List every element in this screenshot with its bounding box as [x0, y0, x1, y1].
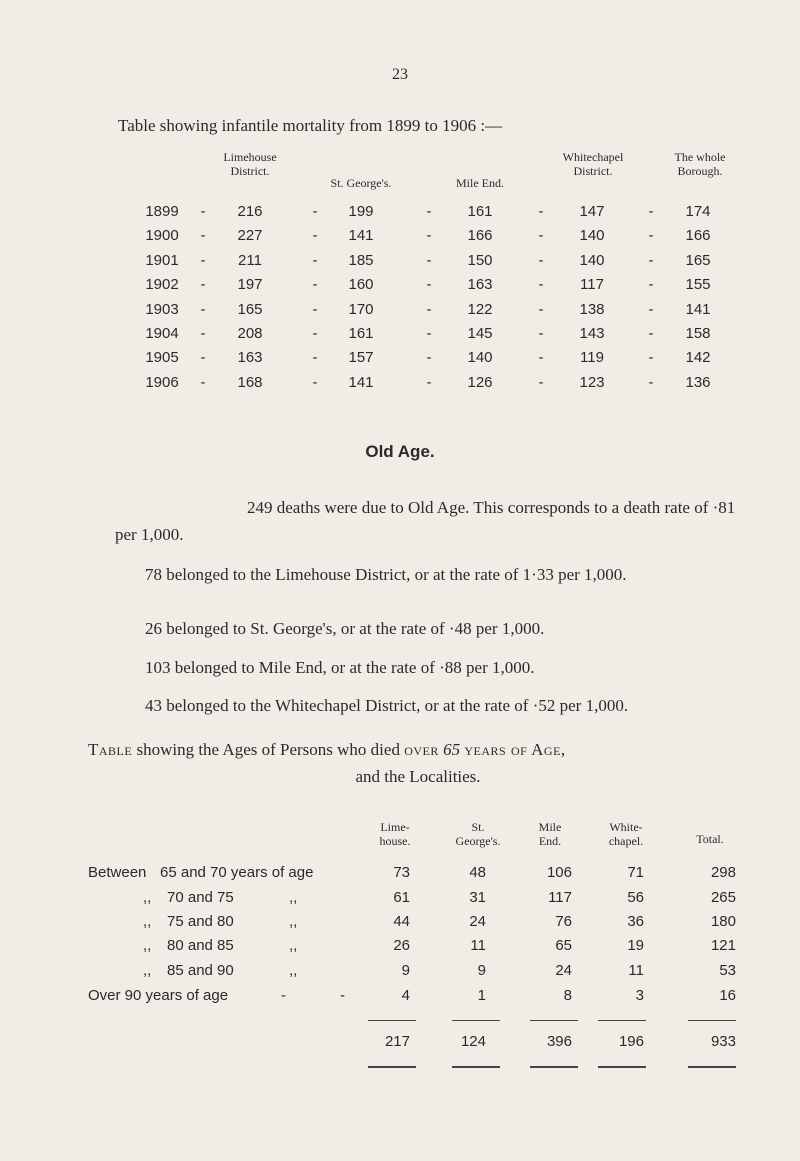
- value-cell: 155: [685, 276, 711, 294]
- header-limehouse: [200, 150, 300, 179]
- value-cell: 24: [555, 962, 572, 979]
- value-cell: 211: [238, 251, 262, 269]
- value-cell: 265: [710, 889, 736, 906]
- leader-dash: -: [200, 300, 206, 318]
- sum-rule: [688, 1020, 736, 1021]
- leader-dash: -: [648, 276, 654, 294]
- table-row: [0, 987, 800, 1009]
- header-line: Mile: [538, 820, 562, 834]
- value-cell: 298: [710, 864, 736, 881]
- header-line: George's.: [455, 834, 501, 849]
- value-cell: 8: [563, 987, 572, 1004]
- value-cell: 65: [555, 937, 572, 954]
- header-line: house.: [379, 834, 411, 849]
- totals-row: [0, 1033, 800, 1055]
- age-range: 70 and 75: [167, 889, 234, 906]
- value-cell: 216: [237, 203, 263, 220]
- value-cell: 199: [348, 203, 374, 220]
- header-line: Borough.: [677, 164, 723, 179]
- leader-dash: -: [538, 349, 544, 367]
- table-row: [0, 937, 800, 959]
- value-cell: 150: [467, 251, 493, 269]
- value-cell: 16: [719, 987, 736, 1004]
- table-row: [0, 276, 800, 298]
- title-age: Age,: [527, 740, 566, 759]
- leader-dash: -: [426, 349, 432, 367]
- value-cell: 3: [635, 987, 644, 1004]
- value-cell: 166: [685, 227, 711, 245]
- value-cell: 185: [348, 251, 374, 269]
- value-cell: 61: [393, 889, 410, 906]
- sum-rule: [530, 1020, 578, 1021]
- sum-rule: [368, 1020, 416, 1021]
- value-cell: 227: [237, 227, 263, 245]
- total-rule: [688, 1066, 736, 1068]
- old-age-heading: Old Age.: [365, 442, 435, 461]
- value-cell: 140: [579, 251, 605, 269]
- leader-dash: -: [648, 300, 654, 318]
- year-cell: 1899: [145, 203, 179, 220]
- header-mile-end: [430, 176, 530, 190]
- value-cell: 197: [237, 276, 263, 294]
- leader-dash: -: [538, 203, 544, 220]
- value-cell: 119: [580, 349, 604, 367]
- leader-dash: -: [312, 227, 318, 245]
- age-range: 65 and 70 years of age: [160, 864, 314, 881]
- value-cell: 161: [348, 325, 374, 342]
- age-range: 80 and 85: [167, 937, 234, 954]
- table-row: [0, 962, 800, 984]
- value-cell: 123: [579, 373, 605, 391]
- header-line: St. George's.: [330, 176, 392, 190]
- age-suffix: ,,: [289, 962, 298, 979]
- value-cell: 117: [580, 276, 604, 294]
- value-cell: 158: [685, 325, 711, 342]
- leader-dash: -: [538, 373, 544, 391]
- value-cell: 168: [237, 373, 263, 391]
- table-row: [0, 301, 800, 323]
- value-cell: 163: [237, 349, 263, 367]
- leader-dash: -: [200, 373, 206, 391]
- ages-table-title: [88, 736, 748, 790]
- age-suffix: -: [340, 987, 345, 1004]
- total-rule: [598, 1066, 646, 1068]
- total-cell: 217: [384, 1033, 410, 1050]
- leader-dash: -: [312, 300, 318, 318]
- value-cell: 36: [627, 913, 644, 930]
- header-st-georges: [438, 820, 518, 849]
- age-suffix: ,,: [289, 889, 298, 906]
- value-cell: 142: [685, 349, 711, 367]
- sum-rule: [598, 1020, 646, 1021]
- value-cell: 136: [685, 373, 711, 391]
- header-whitechapel: [588, 820, 664, 849]
- value-cell: 56: [627, 889, 644, 906]
- header-line: Total.: [696, 832, 724, 846]
- header-st-georges: [306, 176, 416, 190]
- leader-dash: -: [312, 349, 318, 367]
- leader-dash: -: [312, 325, 318, 342]
- value-cell: 4: [401, 987, 410, 1004]
- leader-dash: -: [426, 325, 432, 342]
- ages-table-title-line1: [88, 736, 748, 763]
- age-suffix: ,,: [289, 937, 298, 954]
- leader-dash: -: [200, 349, 206, 367]
- value-cell: 117: [548, 889, 572, 906]
- leader-dash: -: [312, 251, 318, 269]
- header-line: The whole: [674, 150, 726, 164]
- leader-dash: -: [200, 251, 206, 269]
- value-cell: 121: [710, 937, 736, 954]
- year-cell: 1901: [145, 251, 179, 269]
- age-prefix: ,,: [143, 889, 152, 906]
- title-age-num: 65: [438, 740, 465, 759]
- header-line: Mile End.: [456, 176, 504, 190]
- value-cell: 126: [467, 373, 493, 391]
- value-cell: 180: [710, 913, 736, 930]
- leader-dash: -: [200, 203, 206, 220]
- value-cell: 73: [393, 864, 410, 881]
- value-cell: 9: [401, 962, 410, 979]
- value-cell: 165: [685, 251, 711, 269]
- total-rule: [452, 1066, 500, 1068]
- value-cell: 48: [469, 864, 486, 881]
- leader-dash: -: [200, 227, 206, 245]
- table-row: [0, 889, 800, 911]
- header-whitechapel: [538, 150, 648, 179]
- value-cell: 160: [348, 276, 374, 294]
- value-cell: 174: [685, 203, 711, 220]
- age-prefix: ,,: [143, 962, 152, 979]
- old-age-item-mile-end: 103 belonged to Mile End, or at the rate of ·88 per 1,000.: [145, 658, 535, 677]
- value-cell: 106: [546, 864, 572, 881]
- title-table-word: Table: [88, 740, 133, 759]
- value-cell: 53: [719, 962, 736, 979]
- sum-rule: [452, 1020, 500, 1021]
- age-prefix: Between: [88, 864, 147, 881]
- age-range: 85 and 90: [167, 962, 234, 979]
- title-years-of: years of: [464, 740, 528, 759]
- value-cell: 122: [467, 300, 493, 318]
- leader-dash: -: [648, 325, 654, 342]
- value-cell: 208: [237, 325, 263, 342]
- total-rule: [530, 1066, 578, 1068]
- table-row: [0, 374, 800, 396]
- year-cell: 1903: [145, 300, 179, 318]
- leader-dash: -: [426, 373, 432, 391]
- value-cell: 19: [627, 937, 644, 954]
- header-line: District.: [230, 164, 270, 179]
- table-row: [0, 349, 800, 371]
- leader-dash: -: [538, 300, 544, 318]
- old-age-summary-text: 249 deaths were due to Old Age. This corresponds to a death rate of ·81 per 1,000.: [115, 498, 736, 544]
- old-age-item-whitechapel: 43 belonged to the Whitechapel District, or at the rate of ·52 per 1,000.: [145, 696, 629, 715]
- header-line: chapel.: [608, 834, 644, 849]
- leader-dash: -: [538, 276, 544, 294]
- table-row: [0, 864, 800, 886]
- leader-dash: -: [312, 373, 318, 391]
- page-number: 23: [392, 66, 408, 83]
- value-cell: 138: [579, 300, 605, 318]
- year-cell: 1904: [145, 325, 179, 342]
- total-cell: 196: [618, 1033, 644, 1050]
- year-cell: 1906: [145, 373, 179, 391]
- year-cell: 1902: [145, 276, 179, 294]
- value-cell: 31: [469, 889, 486, 906]
- value-cell: 76: [555, 913, 572, 930]
- value-cell: 26: [393, 937, 410, 954]
- leader-dash: -: [538, 251, 544, 269]
- header-line: Whitechapel: [562, 150, 624, 164]
- value-cell: 11: [628, 962, 644, 979]
- leader-dash: -: [538, 227, 544, 245]
- value-cell: 141: [348, 227, 374, 245]
- leader-dash: -: [312, 203, 318, 220]
- age-range: 75 and 80: [167, 913, 234, 930]
- year-cell: 1900: [145, 227, 179, 245]
- header-mile-end: [520, 820, 580, 849]
- leader-dash: -: [312, 276, 318, 294]
- header-total: [680, 832, 740, 846]
- header-limehouse: [360, 820, 430, 849]
- value-cell: 163: [467, 276, 493, 294]
- total-cell: 396: [546, 1033, 572, 1050]
- total-cell: 124: [460, 1033, 486, 1050]
- value-cell: 141: [685, 300, 711, 318]
- old-age-item-st-georges: 26 belonged to St. George's, or at the rate of ·48 per 1,000.: [145, 619, 545, 638]
- age-suffix: ,,: [289, 913, 298, 930]
- year-cell: 1905: [145, 349, 179, 367]
- age-prefix: ,,: [143, 937, 152, 954]
- age-prefix: Over 90 years of age: [88, 987, 229, 1004]
- total-cell: 933: [710, 1033, 736, 1050]
- value-cell: 147: [579, 203, 605, 220]
- value-cell: 141: [348, 373, 374, 391]
- value-cell: 170: [348, 300, 374, 318]
- leader-dash: -: [648, 227, 654, 245]
- age-range: -: [281, 987, 286, 1004]
- total-rule: [368, 1066, 416, 1068]
- old-age-item-limehouse: 78 belonged to the Limehouse District, or at the rate of 1·33 per 1,000.: [145, 565, 627, 584]
- table-row: [0, 913, 800, 935]
- value-cell: 9: [477, 962, 486, 979]
- ages-table-title-line2: and the Localities.: [355, 767, 481, 786]
- leader-dash: -: [426, 203, 432, 220]
- leader-dash: -: [648, 251, 654, 269]
- value-cell: 140: [579, 227, 605, 245]
- value-cell: 71: [627, 864, 644, 881]
- age-prefix: ,,: [143, 913, 152, 930]
- value-cell: 11: [470, 937, 486, 954]
- value-cell: 24: [469, 913, 486, 930]
- header-line: District.: [573, 164, 613, 179]
- leader-dash: -: [648, 373, 654, 391]
- header-line: Lime-: [380, 820, 410, 834]
- header-line: End.: [538, 834, 562, 849]
- value-cell: 1: [477, 987, 486, 1004]
- title-mid: showing the Ages of Persons who died: [132, 740, 405, 759]
- table-row: [0, 325, 800, 347]
- title-over: over: [404, 740, 439, 759]
- leader-dash: -: [648, 349, 654, 367]
- leader-dash: -: [426, 276, 432, 294]
- leader-dash: -: [200, 276, 206, 294]
- leader-dash: -: [426, 227, 432, 245]
- value-cell: 140: [467, 349, 493, 367]
- leader-dash: -: [426, 251, 432, 269]
- leader-dash: -: [426, 300, 432, 318]
- table-row: [0, 252, 800, 274]
- header-line: White-: [609, 820, 643, 834]
- value-cell: 157: [348, 349, 374, 367]
- table-row: [0, 203, 800, 225]
- value-cell: 161: [467, 203, 493, 220]
- leader-dash: -: [200, 325, 206, 342]
- table-row: [0, 227, 800, 249]
- leader-dash: -: [538, 325, 544, 342]
- value-cell: 143: [579, 325, 605, 342]
- header-line: Limehouse: [223, 150, 277, 164]
- value-cell: 145: [467, 325, 493, 342]
- value-cell: 165: [237, 300, 263, 318]
- value-cell: 44: [393, 913, 410, 930]
- header-line: St.: [471, 820, 485, 834]
- leader-dash: -: [648, 203, 654, 220]
- intro-text: Table showing infantile mortality from 1899 to 1906 :—: [118, 116, 503, 135]
- value-cell: 166: [467, 227, 493, 245]
- header-whole-borough: [650, 150, 750, 179]
